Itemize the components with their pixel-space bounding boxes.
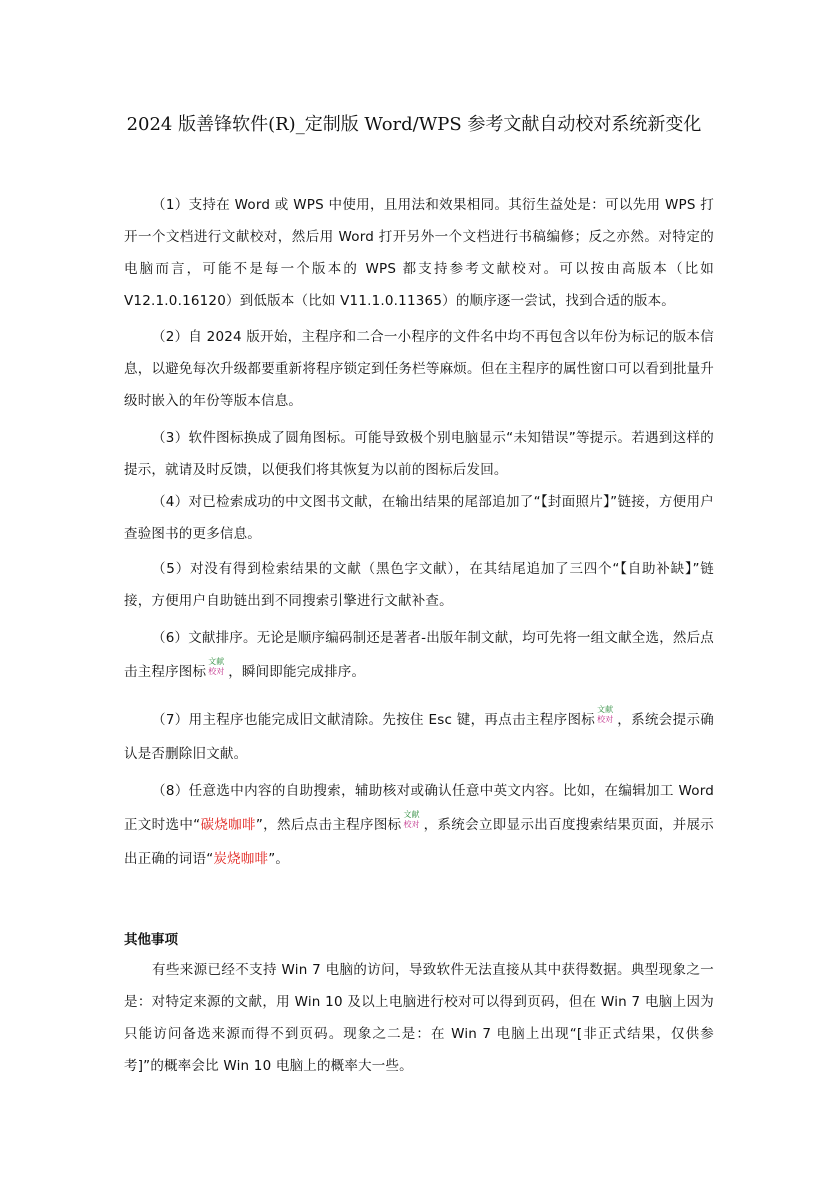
paragraph-4: （4）对已检索成功的中文图书文献，在输出结果的尾部追加了“【封面照片】”链接，方便用户查验图书的更多信息。 <box>124 494 714 542</box>
paragraph-8-text-a: （8）任意选中内容的自助搜索，辅助核对或确认任意中英文内容。比如，在编辑加工 Word 正文时选中“ <box>124 783 714 833</box>
paragraph-8-text-d: ”。 <box>268 851 290 867</box>
paragraph-7 <box>124 703 714 771</box>
paragraph-5: （5）对没有得到检索结果的文献（黑色字文献），在其结尾追加了三四个“【自助补缺】”链接，方便用户自助链出到不同搜索引擎进行文献补查。 <box>124 561 714 609</box>
paragraph-7-text-b: ，系统会提示确认是否删除旧文献。 <box>124 712 715 762</box>
other-matters-paragraph: 有些来源已经不支持 Win 7 电脑的访问，导致软件无法直接从其中获得数据。典型现象之一是：对特定来源的文献，用 Win 10 及以上电脑进行校对可以得到页码，但在 Win 7 电脑上因为只能访问备选来源而得不到页码。现象之二是：在 Win 7 电脑上出现“[非正式结果，仅供参考]”的概率会比 Win 10 电脑上的概率大一些。 <box>124 962 714 1074</box>
paragraph-7-text-a: （7）用主程序也能完成旧文献清除。先按住 Esc 键，再点击主程序图标 <box>152 712 596 728</box>
paragraph-8 <box>124 774 714 876</box>
paragraph-6-text-a: （6）文献排序。无论是顺序编码制还是著者-出版年制文献，均可先将一组文献全选，然后点击主程序图标 <box>124 630 714 680</box>
wrong-word-highlight: 碳烧咖啡 <box>200 817 256 833</box>
paragraph-3: （3）软件图标换成了圆角图标。可能导致极个别电脑显示“未知错误”等提示。若遇到这样的提示，就请及时反馈，以便我们将其恢复为以前的图标后发回。 <box>124 430 714 478</box>
paragraph-8-text-b: ”，然后点击主程序图标 <box>255 817 402 833</box>
paragraph-6 <box>124 621 714 689</box>
proofread-app-icon: 文献 校对 <box>403 810 420 829</box>
correct-word-highlight: 炭烧咖啡 <box>213 851 269 867</box>
paragraph-6-text-b: ，瞬间即能完成排序。 <box>228 664 366 680</box>
paragraph-8-text-c: ，系统会立即显示出百度搜索结果页面，并展示出正确的词语“ <box>124 817 714 867</box>
document-title: 2024 版善锋软件(R)_定制版 Word/WPS 参考文献自动校对系统新变化 <box>126 114 702 135</box>
paragraph-1: （1）支持在 Word 或 WPS 中使用，且用法和效果相同。其衍生益处是：可以先用 WPS 打开一个文档进行文献校对，然后用 Word 打开另外一个文档进行书稿编修；反之亦然。对特定的电脑而言，可能不是每一个版本的 WPS 都支持参考文献校对。可以按由高版本（比如 V12.1.0.16120）到低版本（比如 V11.1.0.11365）的顺序逐一尝试，找到合适的版本。 <box>124 197 714 309</box>
proofread-app-icon: 文献 校对 <box>208 657 225 676</box>
other-matters-heading: 其他事项 <box>124 932 178 948</box>
proofread-app-icon: 文献 校对 <box>597 705 614 724</box>
paragraph-2: （2）自 2024 版开始，主程序和二合一小程序的文件名中均不再包含以年份为标记的版本信息，以避免每次升级都要重新将程序锁定到任务栏等麻烦。但在主程序的属性窗口可以看到批量升级时嵌入的年份等版本信息。 <box>124 329 714 409</box>
